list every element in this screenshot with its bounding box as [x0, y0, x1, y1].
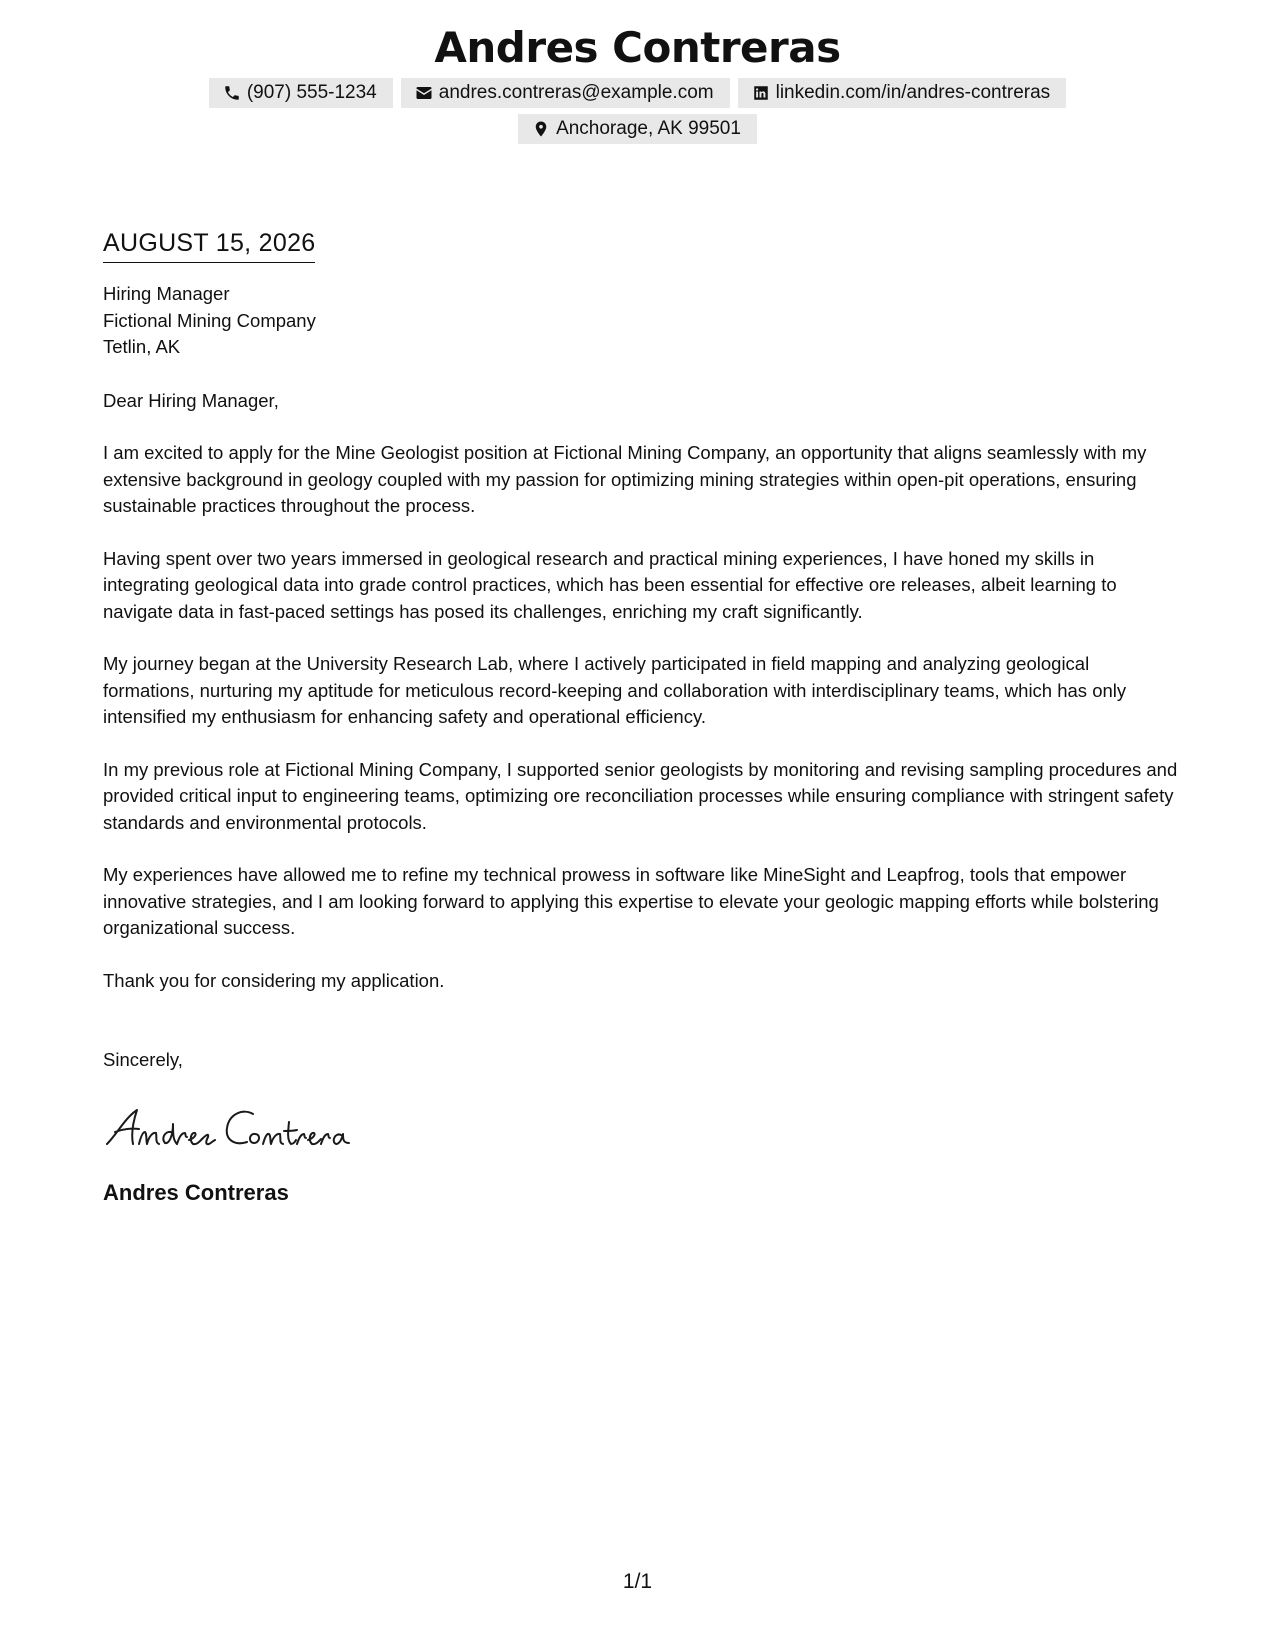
map-marker-icon	[532, 120, 550, 138]
salutation: Dear Hiring Manager,	[103, 389, 279, 411]
phone-text: (907) 555-1234	[246, 82, 377, 103]
letter-header	[0, 22, 1275, 144]
signer-name: Andres Contreras	[103, 1179, 289, 1205]
body-paragraph-4: In my previous role at Fictional Mining Company, I supported senior geologists by monitoring and revising sampling procedures and provided critical input to engineering teams, optimizing ore reconciliation processes while ensuring compliance with stringent safety standards and environmental protocols.	[103, 758, 1178, 833]
location-contact	[518, 114, 757, 144]
location-text: Anchorage, AK 99501	[556, 118, 741, 139]
body-paragraph-2: Having spent over two years immersed in geological research and practical mining experiences, I have honed my skills in integrating geological data into grade control practices, which has been essential for effective ore releases, albeit learning to navigate data in fast-paced settings has posed its challenges, enriching my craft significantly.	[103, 547, 1117, 622]
letter-body	[103, 226, 1178, 1208]
body-paragraph-3: My journey began at the University Research Lab, where I actively participated in field mapping and analyzing geological formations, nurturing my aptitude for meticulous record-keeping and collaboration with interdisciplinary teams, which has only intensified my enthusiasm for enhancing safety and operational efficiency.	[103, 653, 1127, 727]
closing: Sincerely,	[103, 1049, 183, 1070]
linkedin-icon	[752, 84, 770, 102]
body-paragraph-5: My experiences have allowed me to refine my technical prowess in software like MineSight and Leapfrog, tools that empower innovative strategies, and I am looking forward to applying this expertise to elevate your geologic mapping efforts while bolstering organizational success.	[103, 864, 1159, 938]
recipient-company: Fictional Mining Company	[103, 309, 316, 331]
recipient-block	[103, 281, 1178, 361]
contact-row-secondary	[0, 114, 1275, 144]
letter-date: AUGUST 15, 2026	[103, 226, 315, 263]
linkedin-contact[interactable]	[738, 78, 1067, 108]
thank-you-paragraph: Thank you for considering my application.	[103, 969, 445, 991]
email-text: andres.contreras@example.com	[438, 82, 714, 103]
page-number: 1/1	[622, 1570, 653, 1593]
phone-contact	[209, 78, 393, 108]
recipient-title: Hiring Manager	[103, 283, 230, 304]
recipient-location: Tetlin, AK	[103, 336, 181, 357]
body-paragraph-1: I am excited to apply for the Mine Geologist position at Fictional Mining Company, an opportunity that aligns seamlessly with my extensive background in geology coupled with my passion for optimizing mining strategies within open-pit operations, ensuring sustainable practices throughout the process.	[103, 442, 1147, 516]
contact-row-primary	[0, 78, 1275, 108]
handwritten-signature	[103, 1104, 1178, 1164]
applicant-name: Andres Contreras	[434, 23, 841, 72]
email-contact[interactable]	[401, 78, 730, 108]
envelope-icon	[415, 84, 433, 102]
signature-image	[103, 1104, 373, 1154]
linkedin-text: linkedin.com/in/andres-contreras	[775, 82, 1051, 103]
phone-icon	[223, 84, 241, 102]
